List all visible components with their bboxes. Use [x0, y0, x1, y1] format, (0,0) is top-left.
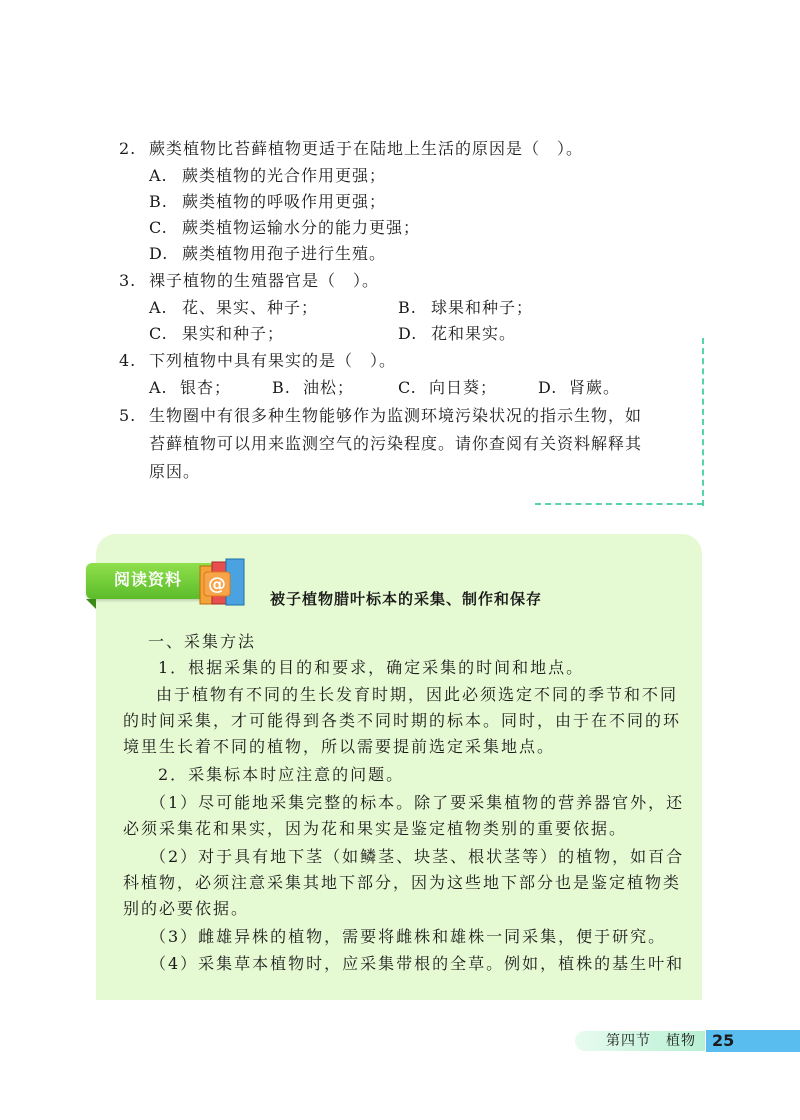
option-text: 花、果实、种子；	[182, 298, 319, 317]
reading-line: （1）尽可能地采集完整的标本。除了要采集植物的营养器官外，还	[150, 793, 685, 812]
books-at-icon	[198, 556, 248, 608]
reading-line: 1．根据采集的目的和要求，确定采集的时间和地点。	[158, 658, 585, 677]
page-number: 25	[712, 1031, 735, 1050]
svg-text:@: @	[208, 574, 226, 595]
question-number: 2.	[119, 139, 137, 158]
option-label: C.	[149, 324, 168, 343]
reading-line: （4）采集草本植物时，应采集带根的全草。例如，植株的基生叶和	[150, 954, 685, 973]
reading-line: 的时间采集，才可能得到各类不同时期的标本。同时，由于在不同的环	[123, 711, 682, 730]
reading-line: 必须采集花和果实，因为花和果实是鉴定植物类别的重要依据。	[123, 819, 628, 838]
option-label: D.	[538, 378, 558, 397]
option-label: C.	[149, 218, 168, 237]
question-number: 4.	[119, 351, 137, 370]
question-text: 下列植物中具有果实的是（ ）。	[149, 351, 397, 370]
option-label: C.	[398, 378, 417, 397]
ribbon-fold	[86, 599, 96, 609]
option-text: 花和果实。	[431, 324, 517, 343]
footer-section: 第四节 植物	[606, 1033, 696, 1049]
option-text: 蕨类植物运输水分的能力更强；	[182, 218, 421, 237]
option-text: 油松；	[303, 378, 355, 397]
question-line: 原因。	[149, 462, 201, 481]
option-label: B.	[272, 378, 291, 397]
reading-line: 境里生长着不同的植物，所以需要提前选定采集地点。	[123, 737, 556, 756]
reading-line: 别的必要依据。	[123, 899, 250, 918]
dashed-border-vertical	[702, 338, 704, 506]
question-text: 裸子植物的生殖器官是（ ）。	[149, 271, 380, 290]
option-text: 球果和种子；	[431, 298, 534, 317]
option-text: 果实和种子；	[182, 324, 285, 343]
dashed-border-horizontal	[535, 503, 703, 505]
option-label: D.	[149, 244, 169, 263]
option-text: 蕨类植物的光合作用更强；	[182, 166, 387, 185]
option-text: 银杏；	[180, 378, 232, 397]
option-text: 蕨类植物的呼吸作用更强；	[182, 192, 387, 211]
option-text: 蕨类植物用孢子进行生殖。	[182, 244, 387, 263]
option-label: B.	[149, 192, 168, 211]
question-line: 生物圈中有很多种生物能够作为监测环境污染状况的指示生物，如	[149, 406, 643, 425]
reading-line: 科植物，必须注意采集其地下部分，因为这些地下部分也是鉴定植物类	[123, 873, 682, 892]
reading-line: （2）对于具有地下茎（如鳞茎、块茎、根状茎等）的植物，如百合	[150, 847, 685, 866]
reading-line: 2．采集标本时应注意的问题。	[158, 765, 405, 784]
option-label: A.	[149, 378, 168, 397]
reading-title: 被子植物腊叶标本的采集、制作和保存	[270, 590, 543, 608]
option-text: 向日葵；	[429, 378, 498, 397]
option-label: A.	[149, 298, 168, 317]
reading-line: （3）雌雄异株的植物，需要将雌株和雄株一同采集，便于研究。	[150, 927, 667, 946]
question-number: 3.	[119, 271, 137, 290]
question-number: 5.	[119, 406, 137, 425]
reading-tag: 阅读资料	[114, 570, 183, 589]
reading-line: 一、采集方法	[148, 632, 257, 651]
option-label: A.	[149, 166, 168, 185]
question-line: 苔藓植物可以用来监测空气的污染程度。请你查阅有关资料解释其	[149, 434, 643, 453]
option-label: D.	[398, 324, 418, 343]
reading-line: 由于植物有不同的生长发育时期，因此必须选定不同的季节和不同	[156, 685, 679, 704]
option-label: B.	[398, 298, 417, 317]
question-text: 蕨类植物比苔藓植物更适于在陆地上生活的原因是（ ）。	[149, 139, 584, 158]
option-text: 肾蕨。	[569, 378, 621, 397]
